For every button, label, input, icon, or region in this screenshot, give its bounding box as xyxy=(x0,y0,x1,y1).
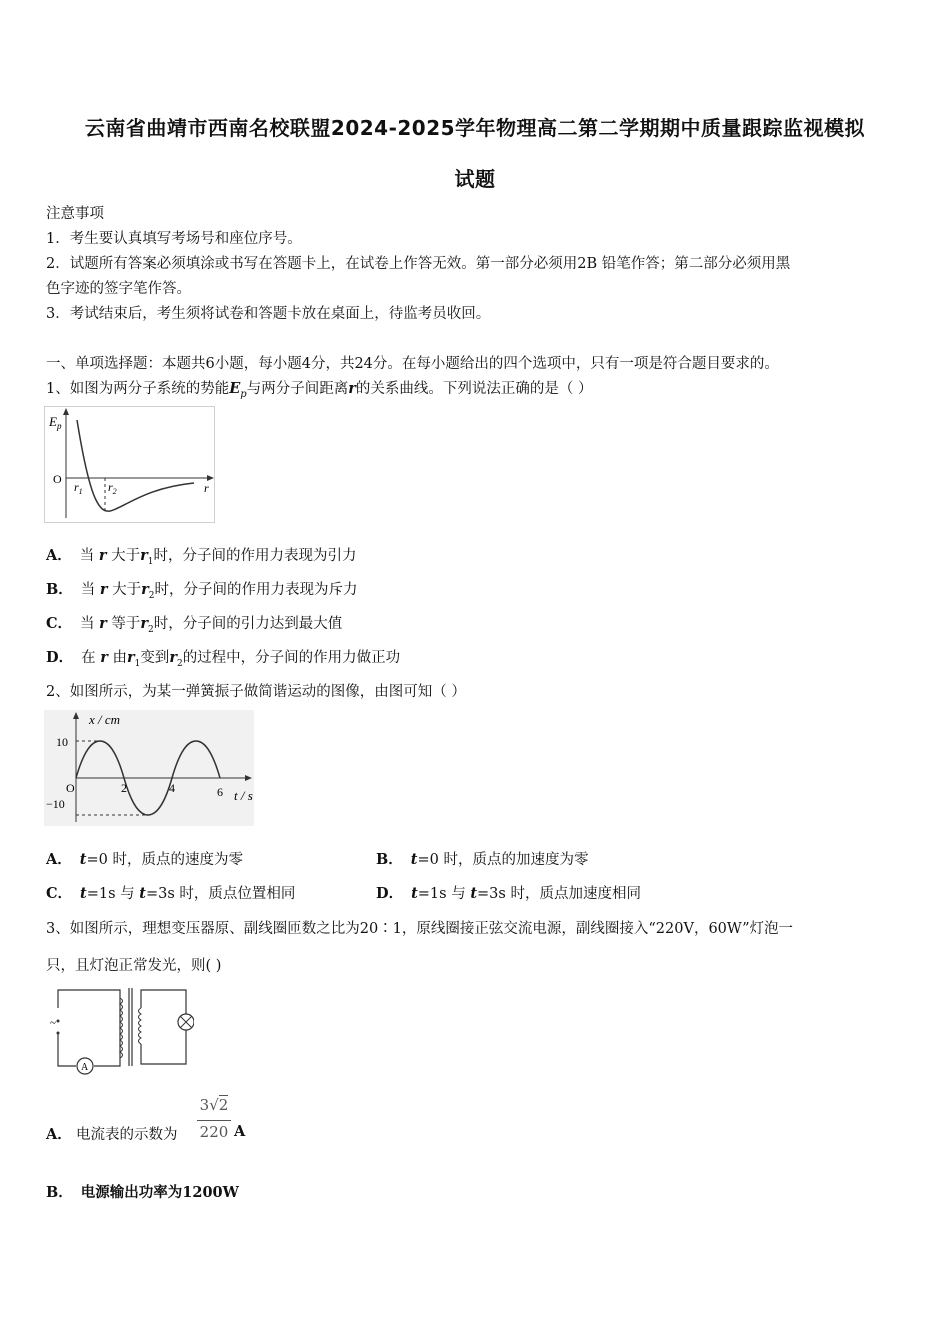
y-tick-neg10: −10 xyxy=(46,797,65,811)
ammeter-label: A xyxy=(81,1062,89,1073)
source-terminal-top xyxy=(57,1020,60,1023)
notice-item: 色字迹的签字笔作答。 xyxy=(46,281,191,297)
q1-option-b[interactable]: B． 当 r 大于$r_2$时，分子间的作用力表现为斥力 xyxy=(46,581,358,601)
q2-option-d[interactable]: D． t=1s 与 t=3s 时，质点加速度相同 xyxy=(376,885,641,902)
t-tick-6: 6 xyxy=(217,785,223,799)
ep-axis-label: $E_p$ xyxy=(49,414,62,431)
origin-label: O xyxy=(66,781,75,795)
q2-option-a[interactable]: A． t=0 时，质点的速度为零 xyxy=(46,851,243,868)
t-tick-2: 2 xyxy=(121,781,127,795)
y-tick-10: 10 xyxy=(56,735,68,749)
potential-energy-graph xyxy=(44,406,216,524)
origin-label: O xyxy=(53,472,62,486)
notice-item: 3．考试结束后，考生须将试卷和答题卡放在桌面上，待监考员收回。 xyxy=(46,306,491,322)
ep-curve xyxy=(77,420,194,511)
secondary-wire-bottom xyxy=(141,1030,186,1064)
r1-label: $r_1$ xyxy=(74,480,83,496)
y-axis-arrow xyxy=(63,408,69,415)
figure-border xyxy=(45,407,215,523)
page-title-cont: 试题 xyxy=(454,167,496,191)
notice-item: 2．试题所有答案必须填涂或书写在答题卡上，在试卷上作答无效。第一部分必须用2B 铅笔作答；第二部分必须用黑 xyxy=(46,256,791,272)
secondary-wire-top xyxy=(141,990,186,1014)
r2-label: $r_2$ xyxy=(108,480,117,496)
q1-option-a[interactable]: A． 当 r 大于$r_1$时，分子间的作用力表现为引力 xyxy=(46,547,357,567)
page-title: 云南省曲靖市西南名校联盟2024-2025学年物理高二第二学期期中质量跟踪监视模拟 xyxy=(84,116,866,140)
secondary-coil xyxy=(139,1008,142,1044)
x-axis-label: x / cm xyxy=(89,712,121,727)
primary-wire-left xyxy=(58,1034,76,1066)
t-tick-4: 4 xyxy=(169,781,175,795)
transformer-circuit xyxy=(44,984,194,1076)
notice-item: 1．考生要认真填写考场号和座位序号。 xyxy=(46,231,302,247)
q1-stem: 1、如图为两分子系统的势能$E_p$与两分子间距离r的关系曲线。下列说法正确的是（ ） xyxy=(46,380,593,400)
section-heading: 一、单项选择题：本题共6小题，每小题4分，共24分。在每小题给出的四个选项中，只有一项是符合题目要求的。 xyxy=(46,356,779,372)
shm-graph xyxy=(44,710,254,826)
q2-option-b[interactable]: B． t=0 时，质点的加速度为零 xyxy=(376,851,589,868)
notice-heading: 注意事项 xyxy=(46,206,104,222)
q1-option-d[interactable]: D． 在 r 由$r_1$变到$r_2$的过程中，分子间的作用力做正功 xyxy=(46,649,401,669)
q2-stem: 2、如图所示，为某一弹簧振子做简谐运动的图像，由图可知（ ） xyxy=(46,684,466,700)
ac-source-symbol: ~ xyxy=(50,1017,56,1029)
q3-stem: 3、如图所示，理想变压器原、副线圈匝数之比为20∶1，原线圈接正弦交流电源，副线圈接入“220V，60W”灯泡一 xyxy=(46,921,793,937)
q2-option-c[interactable]: C． t=1s 与 t=3s 时，质点位置相同 xyxy=(46,885,296,902)
primary-wire xyxy=(58,990,120,1066)
q3-option-b[interactable]: B． 电源输出功率为1200W xyxy=(46,1184,239,1201)
q3-stem-cont: 只，且灯泡正常发光，则( ) xyxy=(46,958,222,974)
t-axis-label: t / s xyxy=(234,788,253,803)
fraction: 3√2 220 xyxy=(196,1096,232,1141)
source-terminal-bottom xyxy=(57,1032,60,1035)
q1-option-c[interactable]: C． 当 r 等于$r_2$时，分子间的引力达到最大值 xyxy=(46,615,343,635)
r-axis-label: r xyxy=(204,481,209,495)
